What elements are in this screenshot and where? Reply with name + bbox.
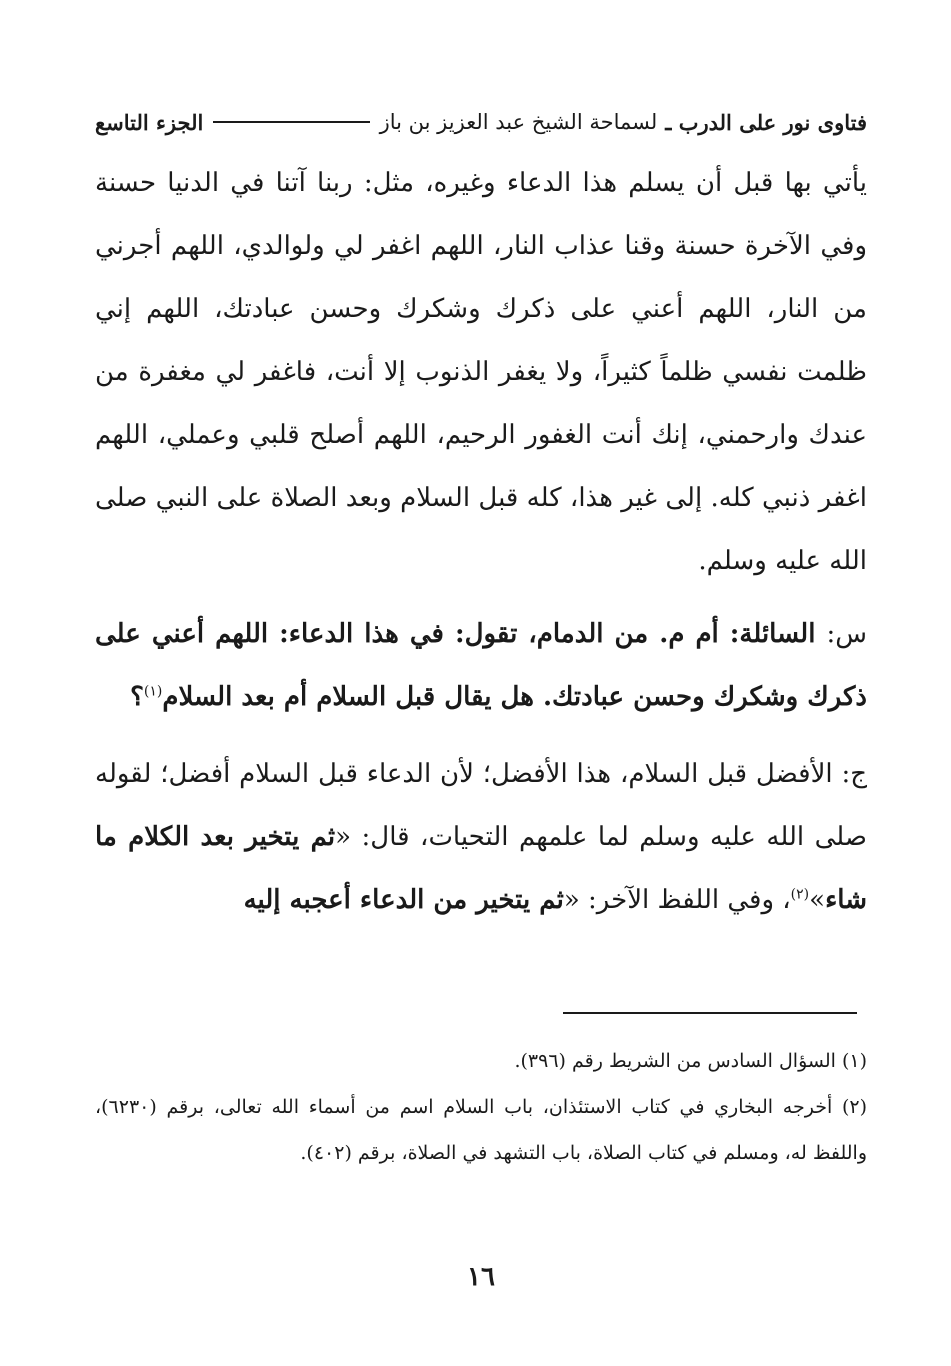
page-number: ١٦	[467, 1262, 495, 1292]
footnote-1: (١) السؤال السادس من الشريط رقم (٣٩٦).	[514, 1050, 867, 1072]
volume-part: الجزء التاسع	[95, 109, 204, 135]
answer-paragraph	[95, 743, 867, 932]
header-rule	[213, 121, 369, 123]
question-mark: ؟	[130, 682, 144, 712]
book-title: فتاوى نور على الدرب ـ	[665, 109, 867, 135]
question-prefix: س:	[826, 619, 867, 649]
hadith-quote-2: ثم يتخير من الدعاء أعجبه إليه	[243, 885, 564, 915]
main-text	[95, 152, 867, 932]
document-page	[95, 90, 867, 1320]
footnote-ref-1: (١)	[143, 683, 163, 700]
answer-text-3: ، وفي اللفظ الآخر: «	[563, 885, 791, 915]
paragraph-continuation: يأتي بها قبل أن يسلم هذا الدعاء وغيره، مثل: ربنا آتنا في الدنيا حسنة وفي الآخرة حسنة وقنا عذاب النار، اللهم اغفر لي ولوالدي، اللهم أجرني من النار، اللهم أعني على ذكرك وشكرك وحسن عبادتك، اللهم إني ظلمت نفسي ظلماً كثيراً، ولا يغفر الذنوب إلا أنت، فاغفر لي مغفرة من عندك وارحمني، إنك أنت الغفور الرحيم، اللهم أصلح قلبي وعملي، اللهم اغفر ذنبي كله. إلى غير هذا، كله قبل السلام وبعد الصلاة على النبي صلى الله عليه وسلم.	[95, 168, 867, 576]
footnotes	[95, 1038, 867, 1176]
footnote-ref-2: (٢)	[790, 886, 810, 903]
answer-text-2: »	[809, 885, 826, 915]
question-text: السائلة: أم م. من الدمام، تقول: في هذا الدعاء: اللهم أعني على ذكرك وشكرك وحسن عبادتك. هل يقال قبل السلام أم بعد السلام	[95, 619, 867, 712]
author-name: لسماحة الشيخ عبد العزيز بن باز	[379, 110, 658, 134]
footnote-separator	[563, 1012, 857, 1014]
answer-text-1: ج: الأفضل قبل السلام، هذا الأفضل؛ لأن الدعاء قبل السلام أفضل؛ لقوله صلى الله عليه وسلم لما علمهم التحيات، قال: «	[95, 759, 867, 852]
question-paragraph	[95, 603, 867, 729]
footnote-2: (٢) أخرجه البخاري في كتاب الاستئذان، باب السلام اسم من أسماء الله تعالى، برقم (٦٢٣٠)، واللفظ له، ومسلم في كتاب الصلاة، باب التشهد في الصلاة، برقم (٤٠٢).	[95, 1096, 867, 1164]
running-header	[95, 102, 867, 142]
hadith-quote-1: ثم يتخير بعد الكلام ما شاء	[95, 822, 867, 915]
